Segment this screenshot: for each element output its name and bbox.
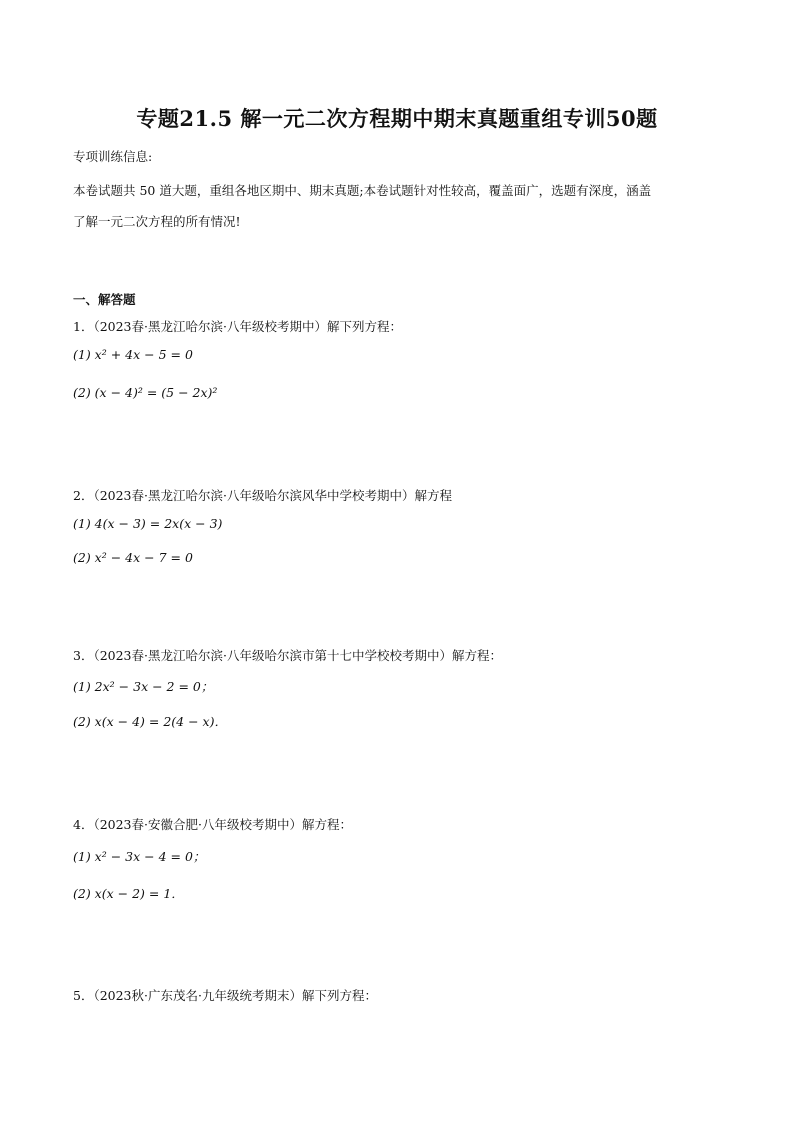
question-2-stem: 2．（2023春·黑龙江哈尔滨·八年级哈尔滨风华中学校考期中）解方程 xyxy=(73,488,452,503)
question-3-stem: 3．（2023春·黑龙江哈尔滨·八年级哈尔滨市第十七中学校校考期中）解方程： xyxy=(73,648,502,663)
question-1-part-1: (1) x² + 4x − 5 = 0 xyxy=(73,347,193,362)
question-3-part-2: (2) x(x − 4) = 2(4 − x)． xyxy=(73,714,227,729)
info-line-2: 了解一元二次方程的所有情况! xyxy=(73,214,241,229)
section-heading: 一、解答题 xyxy=(73,292,136,307)
question-3-part-1: (1) 2x² − 3x − 2 = 0； xyxy=(73,679,214,694)
question-2-part-2: (2) x² − 4x − 7 = 0 xyxy=(73,550,193,565)
info-line-1: 本卷试题共 50 道大题，重组各地区期中、期末真题;本卷试题针对性较高，覆盖面广，选题有深度，涵盖 xyxy=(73,183,652,198)
question-4-part-1: (1) x² − 3x − 4 = 0； xyxy=(73,849,206,864)
info-label: 专项训练信息: xyxy=(73,149,153,164)
question-1-part-2: (2) (x − 4)² = (5 − 2x)² xyxy=(73,385,218,400)
question-4-stem: 4．（2023春·安徽合肥·八年级校考期中）解方程： xyxy=(73,817,352,832)
question-2-part-1: (1) 4(x − 3) = 2x(x − 3) xyxy=(73,516,223,531)
question-5-stem: 5．（2023秋·广东茂名·九年级统考期末）解下列方程： xyxy=(73,988,377,1003)
question-4-part-2: (2) x(x − 2) = 1． xyxy=(73,886,184,901)
question-1-stem: 1．（2023春·黑龙江哈尔滨·八年级校考期中）解下列方程： xyxy=(73,319,402,334)
page-title: 专题21.5 解一元二次方程期中期末真题重组专训50题 xyxy=(136,106,658,131)
